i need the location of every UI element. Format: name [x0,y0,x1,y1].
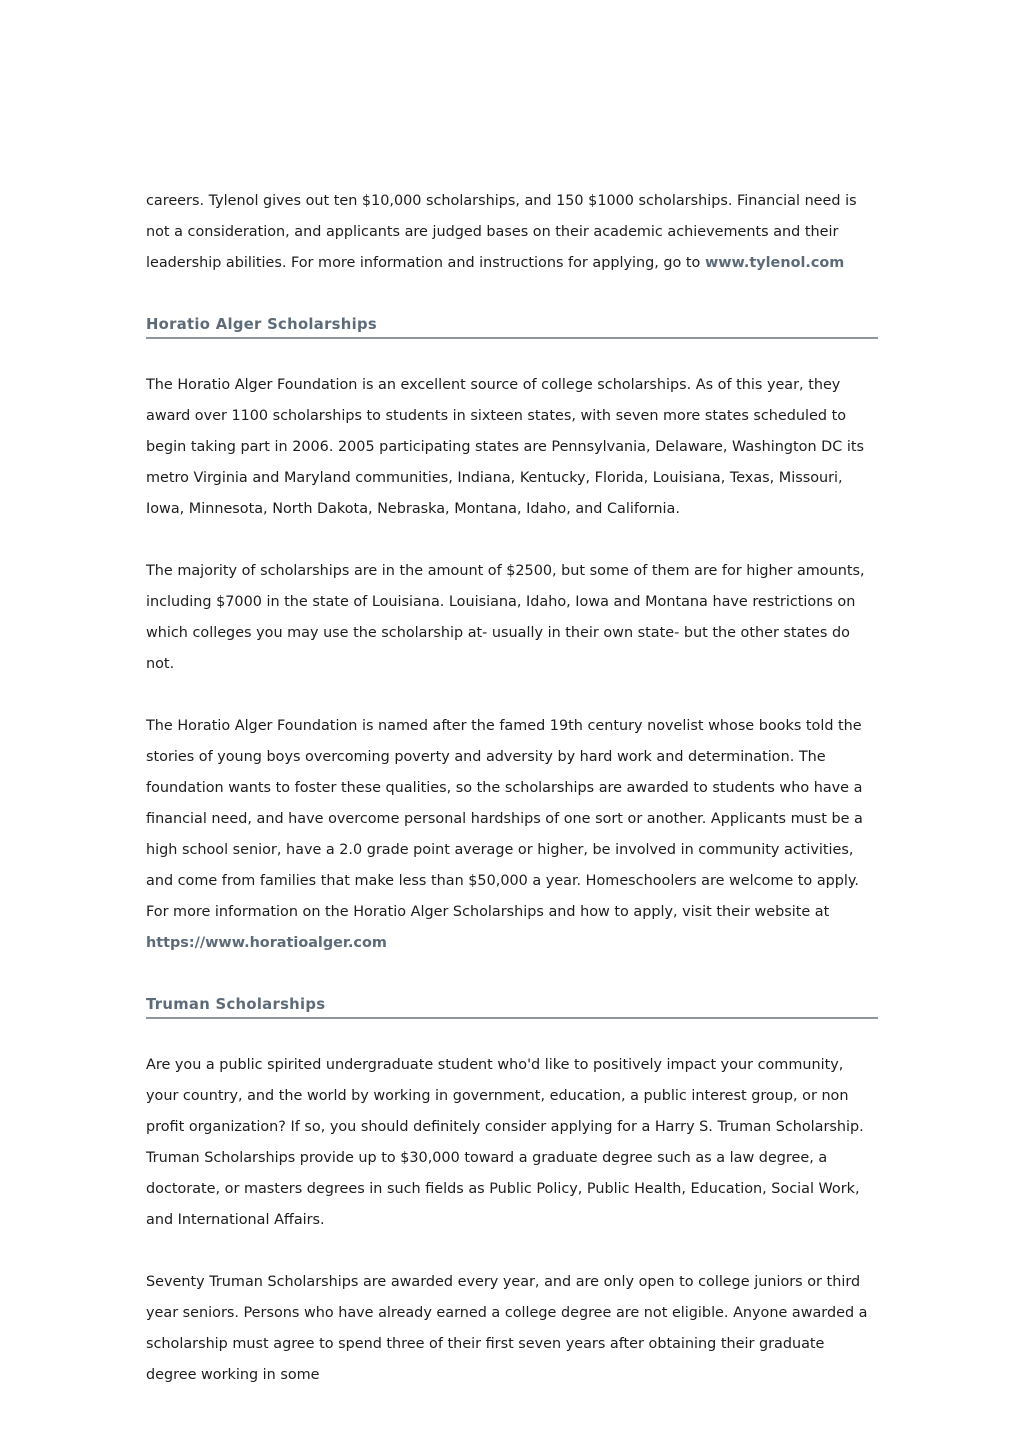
horatio-alger-heading: Horatio Alger Scholarships [146,310,878,339]
truman-paragraph-1: Are you a public spirited undergraduate student who'd like to positively impact your community, your country, and the world by working in government, education, a public interest group, or non profit organization? If so, you should definitely consider applying for a Harry S. Truman Scholarship. Truman Scholarships provide up to $30,000 toward a graduate degree such as a law degree, a doctorate, or masters degrees in such fields as Public Policy, Public Health, Education, Social Work, and International Affairs. [146,1057,864,1228]
intro-text: careers. Tylenol gives out ten $10,000 scholarships, and 150 $1000 scholarships. Financial need is not a consideration, and applicants are judged bases on their academic achievements and their leadership abilities. For more information and instructions for applying, go to [146,193,857,271]
horatio-paragraph-3 [146,711,878,959]
horatio-paragraph-3-text: The Horatio Alger Foundation is named after the famed 19th century novelist whose books told the stories of young boys overcoming poverty and adversity by hard work and determination. The foundation wants to foster these qualities, so the scholarships are awarded to students who have a financial need, and have overcome personal hardships of one sort or another. Applicants must be a high school senior, have a 2.0 grade point average or higher, be involved in community activities, and come from families that make less than $50,000 a year. Homeschoolers are welcome to apply. For more information on the Horatio Alger Scholarships and how to apply, visit their website at [146,718,863,920]
intro-paragraph [146,186,878,279]
truman-paragraph-2: Seventy Truman Scholarships are awarded every year, and are only open to college juniors or third year seniors. Persons who have already earned a college degree are not eligible. Anyone awarded a scholarship must agree to spend three of their first seven years after obtaining their graduate degree working in some [146,1274,868,1383]
document-page [146,186,878,1422]
tylenol-link[interactable]: www.tylenol.com [704,255,845,271]
horatio-paragraph-1: The Horatio Alger Foundation is an excellent source of college scholarships. As of this year, they award over 1100 scholarships to students in sixteen states, with seven more states scheduled to begin taking part in 2006. 2005 participating states are Pennsylvania, Delaware, Washington DC its metro Virginia and Maryland communities, Indiana, Kentucky, Florida, Louisiana, Texas, Missouri, Iowa, Minnesota, North Dakota, Nebraska, Montana, Idaho, and California. [146,377,865,517]
truman-heading: Truman Scholarships [146,990,878,1019]
horatio-paragraph-2: The majority of scholarships are in the amount of $2500, but some of them are for higher amounts, including $7000 in the state of Louisiana. Louisiana, Idaho, Iowa and Montana have restrictions on which colleges you may use the scholarship at- usually in their own state- but the other states do not. [146,563,865,672]
horatio-alger-link[interactable]: https://www.horatioalger.com [146,935,387,951]
